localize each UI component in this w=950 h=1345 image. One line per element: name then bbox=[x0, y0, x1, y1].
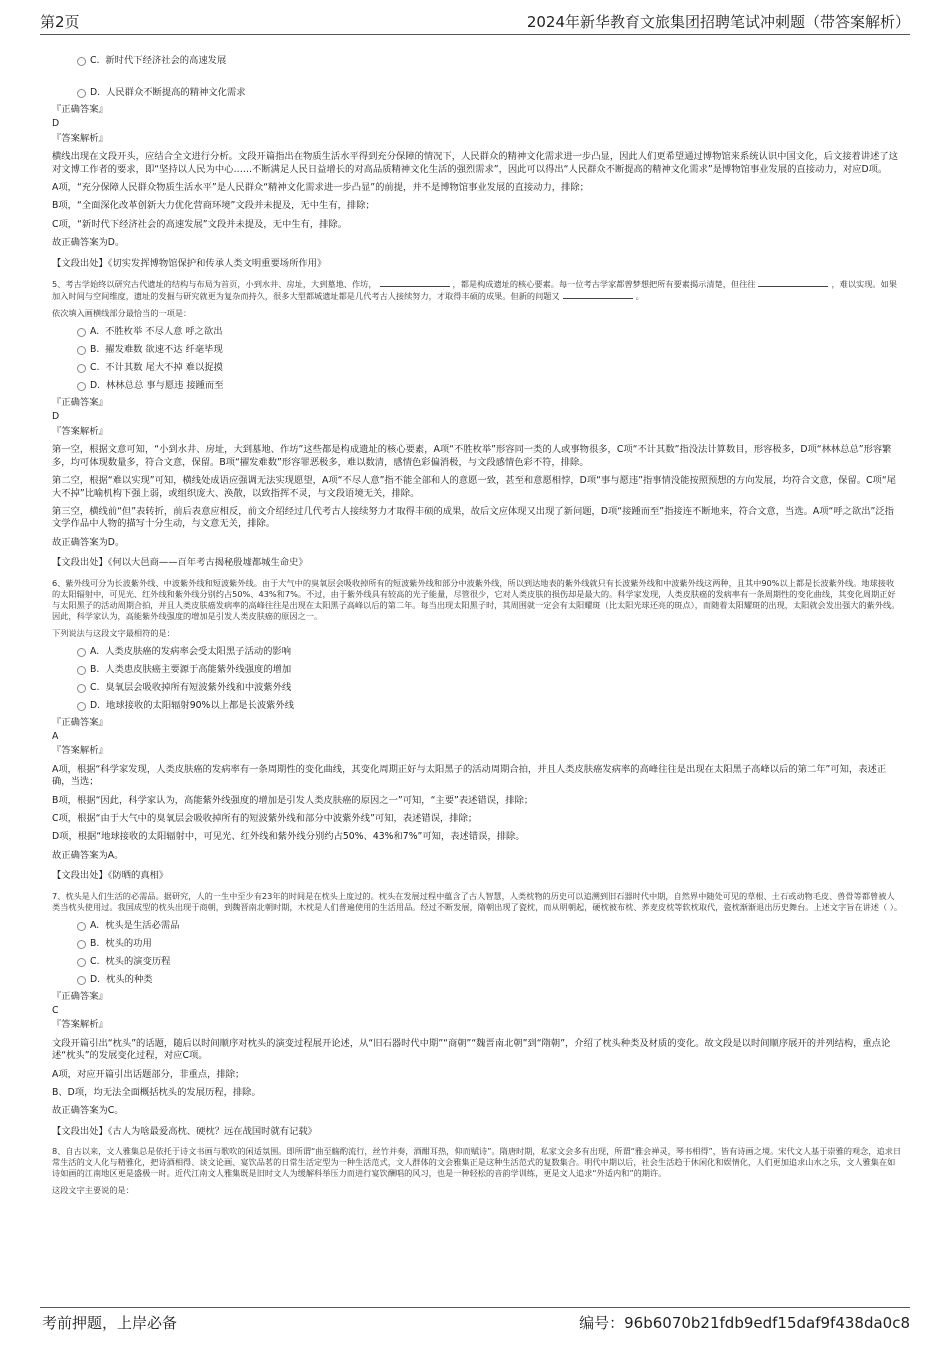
q6-option-c[interactable]: C. 臭氧层会吸收掉所有短波紫外线和中波紫外线 bbox=[52, 681, 902, 695]
radio-icon[interactable] bbox=[77, 958, 86, 967]
q7-option-d[interactable]: D. 枕头的种类 bbox=[52, 973, 902, 987]
answer-value: C bbox=[52, 1005, 59, 1016]
q7-option-b[interactable]: B. 枕头的功用 bbox=[52, 937, 902, 951]
radio-icon[interactable] bbox=[77, 382, 86, 391]
q6-option-a[interactable]: A. 人类皮肤癌的发病率会受太阳黑子活动的影响 bbox=[52, 645, 902, 659]
radio-icon[interactable] bbox=[77, 648, 86, 657]
analysis-label: 『答案解析』 bbox=[52, 745, 108, 757]
passage-source: 【文段出处】《防晒的真相》 bbox=[52, 870, 169, 882]
footer-divider bbox=[40, 1307, 910, 1308]
fill-blank bbox=[758, 278, 828, 287]
analysis-paragraph: 横线出现在文段开头，应结合全文进行分析。文段开篇指出在物质生活水平得到充分保障的情况下，人民群众的精神文化需求进一步凸显，因此人们更希望通过博物馆来系统认识中国文化，后文接着讲述了这对文博工作者的要求，即“坚持以人民为中心……不断满足人民日益增长的对高品质精神文化生活的强烈需求”，因此可以得出“人民群众不断提高的精神文化需求”是博物馆事业发展的直接动力，对应D项。 bbox=[52, 151, 899, 175]
analysis-paragraph: 第三空，横线前“但”表转折，前后表意应相反，前文介绍经过几代考古人接续努力才取得丰硕的成果，故后文应体现又出现了新问题，D项“接踵而至”指接连不断地来，符合文意，当选。A项“呼之欲出”泛指文学作品中人物的描写十分生动，与文意无关，排除。 bbox=[52, 505, 894, 530]
page-header bbox=[0, 0, 950, 38]
question-prompt: 这段文字主要说的是： bbox=[52, 1185, 134, 1196]
radio-icon[interactable] bbox=[77, 57, 86, 66]
document-body bbox=[52, 40, 902, 1202]
analysis-conclusion: 故正确答案为D。 bbox=[52, 237, 125, 249]
analysis-label: 『答案解析』 bbox=[52, 1019, 108, 1031]
fill-blank bbox=[563, 290, 633, 299]
question-stem: 5、考古学始终以研究古代遗址的结构与布局为首页，小到水井、房址，大到墓地、作坊， ，都是构成遗址的核心要素。每一位考古学家都曾梦想把所有要素揭示清楚，但往往 ，难以实现。如果加入时间与空间维度，遗址的发掘与研究就更为复杂而持久，很多大型都城遗址都是几代考古人接续努力，才取得丰硕的成果。但新的问题又 。 bbox=[52, 279, 897, 302]
q5-option-b[interactable]: B. 擢发难数 欲速不达 纤毫毕现 bbox=[52, 343, 902, 357]
answer-label: 『正确答案』 bbox=[52, 990, 108, 1002]
passage-source: 【文段出处】《古人为啥最爱高枕、硬枕？远在战国时就有记载》 bbox=[52, 1125, 317, 1137]
answer-value: D bbox=[52, 411, 60, 423]
footer-slogan: 考前押题，上岸必备 bbox=[42, 1314, 178, 1332]
q6-option-b[interactable]: B. 人类患皮肤癌主要源于高能紫外线强度的增加 bbox=[52, 663, 902, 677]
radio-icon[interactable] bbox=[77, 976, 86, 985]
q5-option-c[interactable]: C. 不计其数 尾大不掉 难以捉摸 bbox=[52, 361, 902, 375]
analysis-label: 『答案解析』 bbox=[52, 132, 108, 144]
analysis-paragraph: B项，根据“因此，科学家认为，高能紫外线强度的增加是引发人类皮肤癌的原因之一”可知，“主要”表述错误，排除； bbox=[52, 794, 534, 806]
radio-icon[interactable] bbox=[77, 89, 86, 98]
question-stem: 6、紫外线可分为长波紫外线、中波紫外线和短波紫外线。由于大气中的臭氧层会吸收掉所有的短波紫外线和部分中波紫外线，所以到达地表的紫外线就只有长波紫外线和中波紫外线这两种，且其中90%以上都是长波紫外线。地球接收的太阳辐射中，可见光、红外线和紫外线分别约占50%、43%和7%。不过，由于紫外线具有较高的光子能量，尽管很少，它对人类皮肤的损伤却是最大的。科学家发现，人类皮肤癌的发病率有一条周期性的变化曲线，其变化周期正好与太阳黑子的活动周期合拍，并且人类皮肤癌发病率的高峰往往是出现在太阳黑子高峰以后的第二年。每当出现太阳黑子时，其周围就一定会有太阳耀斑（比太阳光球还亮的斑点），而随着太阳耀斑的出现，太阳就会发出强大的紫外线。因此，科学家认为，高能紫外线强度的增加是引发人类皮肤癌的原因之一。 bbox=[52, 577, 900, 621]
question-stem: 7、枕头是人们生活的必需品。据研究，人的一生中至少有23年的时间是在枕头上度过的。枕头在发展过程中蕴含了古人智慧，人类枕物的历史可以追溯到旧石器时代中期，自然界中随处可见的草根、土石或动物毛皮、兽骨等都曾被人类当枕头使用过。我国成型的枕头出现于商朝，到魏晋南北朝时期，木枕是人们普遍使用的生活用品。经过不断发展，隋朝出现了瓷枕，而从明朝起，硬枕被布枕、荞麦皮枕等软枕取代，瓷枕渐渐退出历史舞台。上述文字旨在讲述（ ）。 bbox=[52, 890, 903, 912]
analysis-conclusion: 故正确答案为A。 bbox=[52, 849, 124, 861]
radio-icon[interactable] bbox=[77, 684, 86, 693]
answer-value: A bbox=[52, 730, 59, 742]
analysis-paragraph: B项，“全面深化改革创新大力优化营商环境”文段并未提及，无中生有，排除； bbox=[52, 200, 375, 212]
analysis-paragraph: A项，“充分保障人民群众物质生活水平”是人民群众“精神文化需求进一步凸显”的前提，并不是博物馆事业发展的直接动力，排除； bbox=[52, 182, 589, 194]
question-prompt: 下列说法与这段文字最相符的是： bbox=[52, 627, 175, 638]
analysis-conclusion: 故正确答案为D。 bbox=[52, 536, 125, 548]
analysis-paragraph: A项，对应开篇引出话题部分，非重点，排除； bbox=[52, 1068, 245, 1080]
q4-option-d[interactable]: D. 人民群众不断提高的精神文化需求 bbox=[52, 86, 902, 100]
analysis-paragraph: C项，根据“由于大气中的臭氧层会吸收掉所有的短波紫外线和部分中波紫外线”可知，表述错误，排除； bbox=[52, 812, 478, 824]
answer-label: 『正确答案』 bbox=[52, 716, 108, 728]
passage-source: 【文段出处】《切实发挥博物馆保护和传承人类文明重要场所作用》 bbox=[52, 257, 327, 269]
radio-icon[interactable] bbox=[77, 364, 86, 373]
question-stem: 8、自古以来，文人雅集总是依托于诗文书画与歌吹的闲适氛围。即所谓“曲至觞酌流行，丝竹并奏，酒酣耳热，仰而赋诗”。隋唐时期，私家文会多有出现，所谓“雅会禅灵，琴书相得”，皆有诗画之境。宋代文人基于崇雅的观念，追求日常生活的文人化与精雅化，把诗酒相得、谈文论画、宴饮品茗的日常生活定型为一种生活范式，文人群体的文会雅集正是这种生活范式的复数集合。明代中期以后，社会生活趋于休闲化和娱情化，人们更加追求山水之乐，文人雅集在如诗如画的江南地区更是盛极一时。近代江南文人雅集既是旧时文人为缓解科举压力而进行宴饮酬唱的风习，也是一种轻松的音韵学训练，更是文人追求“外适内和”的期许。 bbox=[52, 1146, 902, 1179]
header-divider bbox=[40, 34, 910, 35]
radio-icon[interactable] bbox=[77, 702, 86, 711]
q6-option-d[interactable]: D. 地球接收的太阳辐射90%以上都是长波紫外线 bbox=[52, 699, 902, 713]
document-title: 2024年新华教育文旅集团招聘笔试冲刺题（带答案解析） bbox=[526, 13, 910, 31]
question-prompt: 依次填入画横线部分最恰当的一项是： bbox=[52, 308, 192, 319]
analysis-paragraph: D项，根据“地球接收的太阳辐射中，可见光、红外线和紫外线分别约占50%、43%和7%”可知，表述错误，排除。 bbox=[52, 831, 525, 843]
radio-icon[interactable] bbox=[77, 346, 86, 355]
passage-source: 【文段出处】《何以大邑商——百年考古揭秘殷墟都城生命史》 bbox=[52, 557, 308, 569]
radio-icon[interactable] bbox=[77, 940, 86, 949]
q7-option-a[interactable]: A. 枕头是生活必需品 bbox=[52, 919, 902, 933]
analysis-paragraph: 第一空，根据文意可知，“小到水井、房址，大到墓地、作坊”这些都是构成遗址的核心要素，A项“不胜枚举”形容同一类的人或事物很多，C项“不计其数”指没法计算数目，形容极多，D项“林林总总”形容繁多，均可体现数量多，符合文意，保留。B项“擢发难数”形容罪恶极多，难以数清，感情色彩偏消极，与文段感情色彩不符，排除。 bbox=[52, 444, 892, 468]
q7-option-c[interactable]: C. 枕头的演变历程 bbox=[52, 955, 902, 969]
analysis-label: 『答案解析』 bbox=[52, 425, 108, 437]
radio-icon[interactable] bbox=[77, 666, 86, 675]
answer-value: D bbox=[52, 118, 60, 130]
analysis-paragraph: B、D项，均无法全面概括枕头的发展历程，排除。 bbox=[52, 1087, 261, 1099]
document-code: 编号：96b6070b21fdb9edf15daf9f438da0c8 bbox=[579, 1314, 910, 1332]
analysis-paragraph: 文段开篇引出“枕头”的话题，随后以时间顺序对枕头的演变过程展开论述，从“旧石器时代中期”“商朝”“魏晋南北朝”到“隋朝”，介绍了枕头种类及材质的变化。故文段是以时间顺序展开的并列结构，重点论述“枕头”的发展变化过程，对应C项。 bbox=[52, 1037, 891, 1062]
radio-icon[interactable] bbox=[77, 328, 86, 337]
q5-option-d[interactable]: D. 林林总总 事与愿违 接踵而至 bbox=[52, 379, 902, 393]
q4-option-c[interactable]: C. 新时代下经济社会的高速发展 bbox=[52, 54, 902, 68]
fill-blank bbox=[380, 278, 450, 287]
analysis-paragraph: C项，“新时代下经济社会的高速发展”文段并未提及，无中生有，排除。 bbox=[52, 218, 348, 230]
q5-option-a[interactable]: A. 不胜枚举 不尽人意 呼之欲出 bbox=[52, 325, 902, 339]
radio-icon[interactable] bbox=[77, 922, 86, 931]
answer-label: 『正确答案』 bbox=[52, 397, 108, 409]
page-number: 第2页 bbox=[40, 13, 80, 31]
analysis-paragraph: 第二空，根据“难以实现”可知，横线处成语应强调无法实现愿望，A项“不尽人意”指不能全部和人的意愿一致，甚至和意愿相悖，D项“事与愿违”指事情没能按照预想的方向发展，均符合文意，保留。C项“尾大不掉”比喻机构下强上弱，或组织庞大、涣散，以致指挥不灵，与文段语境无关，排除。 bbox=[52, 475, 896, 499]
analysis-conclusion: 故正确答案为C。 bbox=[52, 1105, 124, 1117]
analysis-paragraph: A项，根据“科学家发现，人类皮肤癌的发病率有一条周期性的变化曲线，其变化周期正好与太阳黑子的活动周期合拍，并且人类皮肤癌发病率的高峰往往是出现在太阳黑子高峰以后的第二年”可知，表述正确，当选； bbox=[52, 763, 887, 788]
answer-label: 『正确答案』 bbox=[52, 104, 108, 115]
